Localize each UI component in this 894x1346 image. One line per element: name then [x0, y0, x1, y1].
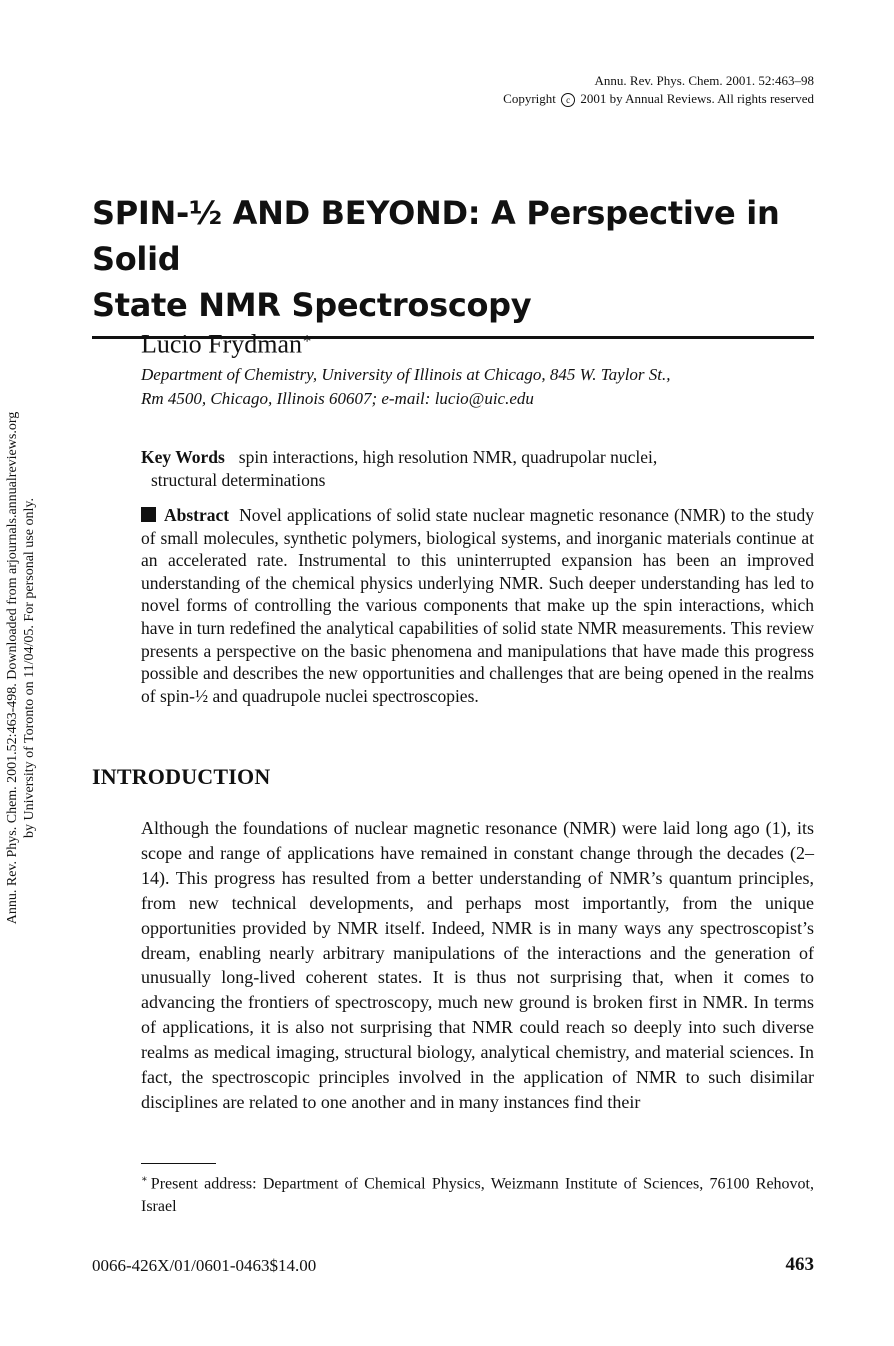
footnote-text: Present address: Department of Chemical Physics, Weizmann Institute of Sciences, 76100 Rehovot, Israel: [141, 1175, 814, 1216]
keywords-line-1: spin interactions, high resolution NMR, quadrupolar nuclei,: [238, 447, 658, 467]
keywords-line-2: structural determinations: [151, 470, 326, 490]
abstract: [141, 504, 814, 707]
footnote-mark: ∗: [141, 1174, 148, 1185]
abstract-square-icon: [141, 507, 156, 522]
footnote-divider: [141, 1163, 216, 1164]
title-line-2: State NMR Spectroscopy: [92, 286, 532, 324]
running-header: [503, 72, 814, 108]
introduction-paragraph: Although the foundations of nuclear magnetic resonance (NMR) were laid long ago (1), its scope and range of applications have remained in constant change through the decades (2–14). This progress has resulted from a better understanding of NMR’s quantum principles, from new technical developments, and perhaps most importantly, from the unique opportunities provided by NMR itself. Indeed, NMR is in many ways any spectroscopist’s dream, enabling nearly arbitrary manipulations of the interactions and the generation of unusually long-lived coherent states. It is thus not surprising that, when it comes to advancing the frontiers of spectroscopy, much new ground is broken first in NMR. In terms of applications, it is also not surprising that NMR could reach so deeply into such diverse realms as medical imaging, structural biology, analytical chemistry, and material sciences. In fact, the spectroscopic principles involved in the application of NMR to such disimilar disciplines are related to one another and in many instances find their: [141, 818, 814, 1112]
issn-code: 0066-426X/01/0601-0463$14.00: [92, 1256, 317, 1275]
author-name-text: Lucio Frydman: [141, 329, 303, 359]
author-name: [141, 322, 821, 362]
watermark-line-1: Annu. Rev. Phys. Chem. 2001.52:463-498. Downloaded from arjournals.annualreviews.org: [5, 411, 20, 925]
copyright-suffix: 2001 by Annual Reviews. All rights reserved: [580, 91, 814, 106]
author-block: [141, 322, 821, 410]
keywords-label: Key Words: [141, 447, 225, 467]
download-watermark: [4, 358, 38, 978]
copyright-prefix: Copyright: [503, 91, 556, 106]
watermark-line-2: by University of Toronto on 11/04/05. For personal use only.: [22, 498, 37, 838]
keywords: [141, 446, 814, 492]
abstract-label: Abstract: [164, 505, 230, 525]
journal-citation: Annu. Rev. Phys. Chem. 2001. 52:463–98: [594, 73, 814, 88]
abstract-text: Novel applications of solid state nuclear magnetic resonance (NMR) to the study of small molecules, synthetic polymers, biological systems, and inorganic materials continue at an accelerated rate. Instrumental to this uninterrupted expansion has been an improved understanding of the chemical physics underlying NMR. Such deeper understanding has led to novel forms of controlling the various components that make up the spin interactions, which have in turn redefined the analytical capabilities of solid state NMR measurements. This review presents a perspective on the basic phenomena and manipulations that have made this progress possible and describes the new opportunities and challenges that are being opened in the realms of spin-½ and quadrupole nuclei spectroscopies.: [141, 505, 814, 706]
title-line-1: SPIN-½ AND BEYOND: A Perspective in Solid: [92, 194, 780, 278]
copyright-icon: c: [561, 93, 575, 107]
affiliation-line-2: Rm 4500, Chicago, Illinois 60607; e-mail: lucio@uic.edu: [141, 388, 534, 408]
article-title: [92, 190, 814, 339]
page-number: 463: [785, 1254, 814, 1275]
section-heading: INTRODUCTION: [92, 764, 271, 789]
footnote: [141, 1168, 814, 1218]
author-footnote-mark: ∗: [302, 331, 313, 347]
copyright-line: [503, 90, 814, 108]
affiliation-line-1: Department of Chemistry, University of Illinois at Chicago, 845 W. Taylor St.,: [141, 364, 671, 384]
